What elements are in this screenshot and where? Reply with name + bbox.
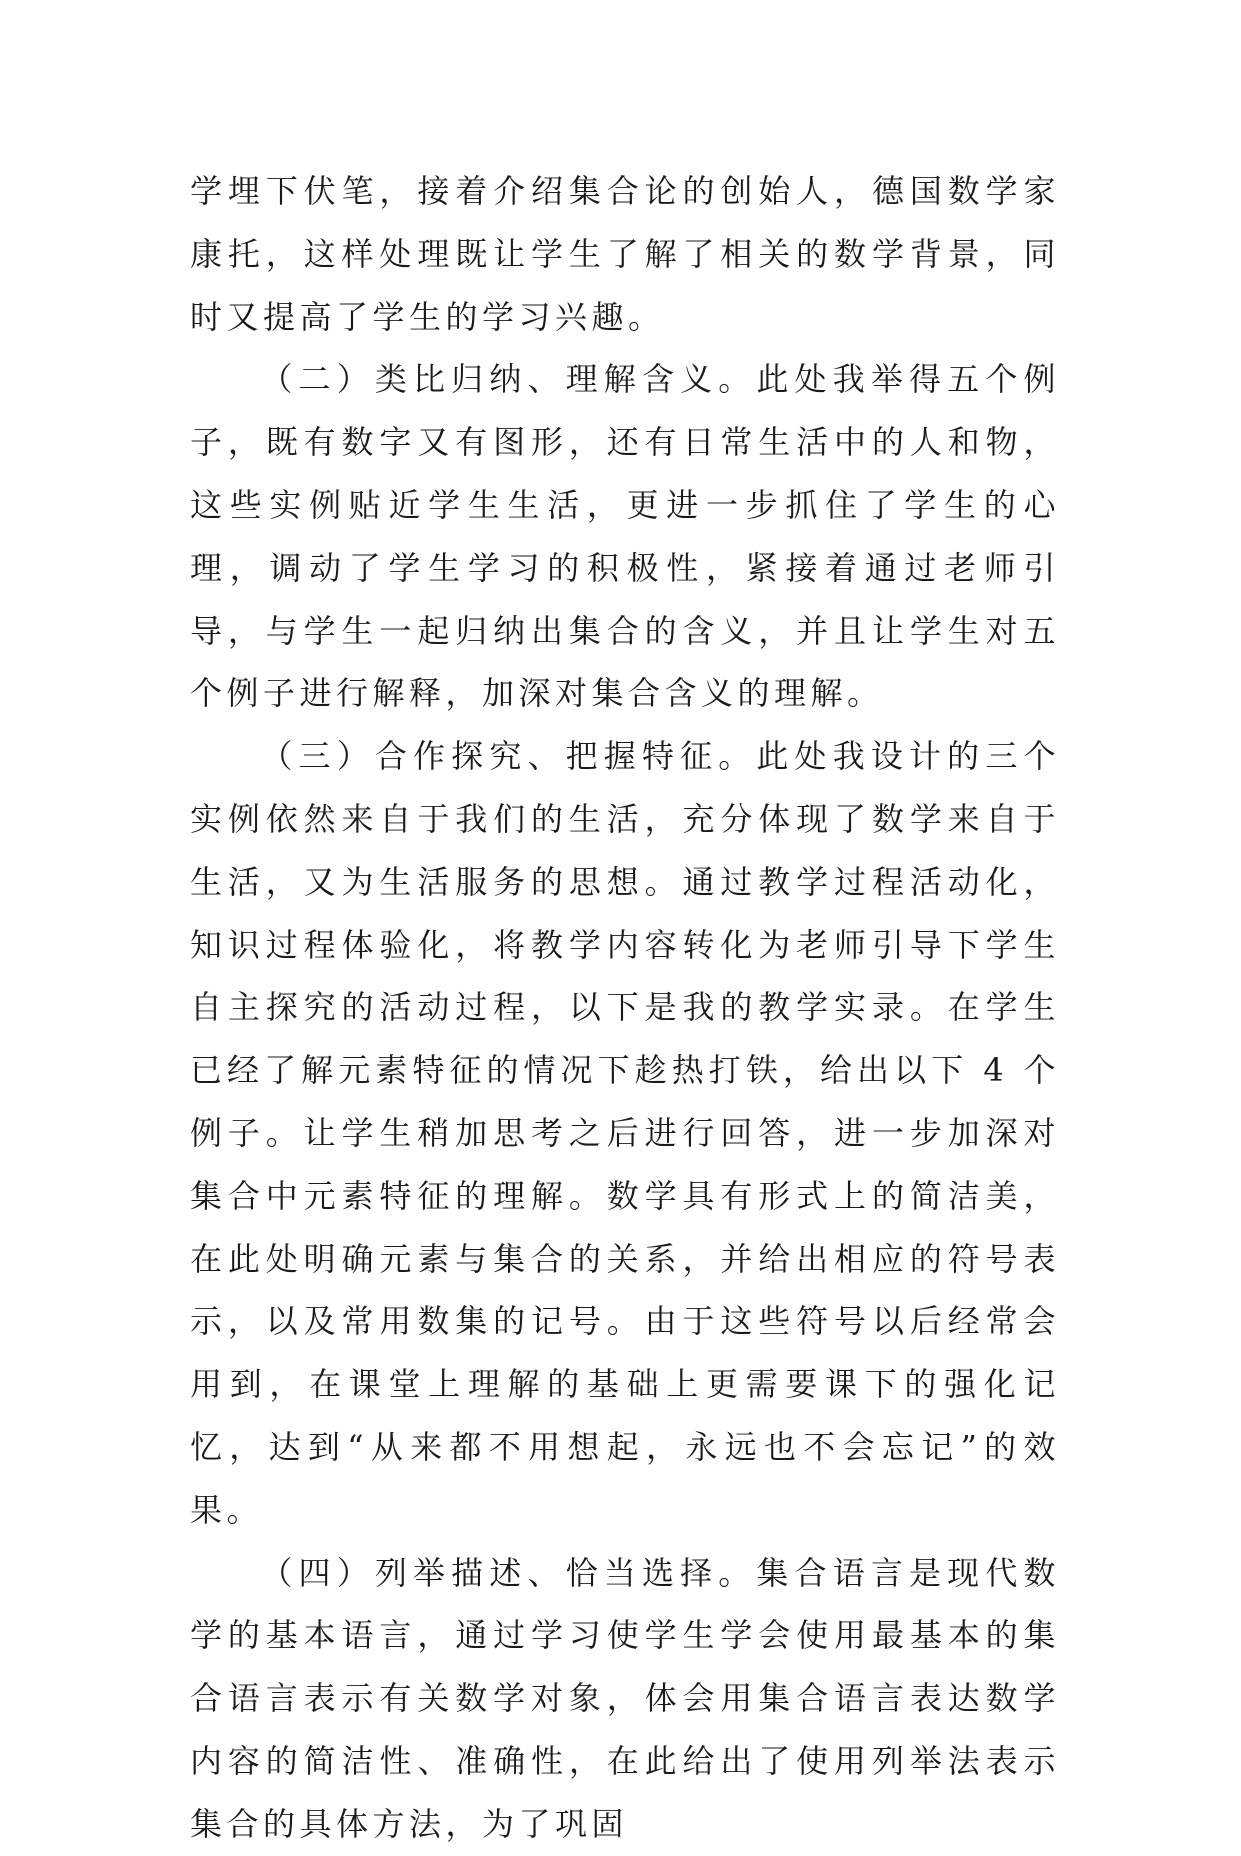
- paragraph-continuation: 学埋下伏笔，接着介绍集合论的创始人，德国数学家康托，这样处理既让学生了解了相关的数学背景，同时又提高了学生的学习兴趣。: [190, 172, 1060, 336]
- body-text: [190, 160, 1060, 1856]
- paragraph-analogy-induction: （二）类比归纳、理解含义。此处我举得五个例子，既有数字又有图形，还有日常生活中的人和物，这些实例贴近学生生活，更进一步抓住了学生的心理，调动了学生学习的积极性，紧接着通过老师引导，与学生一起归纳出集合的含义，并且让学生对五个例子进行解释，加深对集合含义的理解。: [190, 360, 1060, 713]
- paragraph-cooperative-inquiry: （三）合作探究、把握特征。此处我设计的三个实例依然来自于我们的生活，充分体现了数学来自于生活，又为生活服务的思想。通过教学过程活动化，知识过程体验化，将教学内容转化为老师引导下学生自主探究的活动过程，以下是我的教学实录。在学生已经了解元素特征的情况下趁热打铁，给出以下 4 个例子。让学生稍加思考之后进行回答，进一步加深对集合中元素特征的理解。数学具有形式上的简洁美，在此处明确元素与集合的关系，并给出相应的符号表示，以及常用数集的记号。由于这些符号以后经常会用到，在课堂上理解的基础上更需要课下的强化记忆，达到“从来都不用想起，永远也不会忘记”的效果。: [190, 737, 1060, 1529]
- paragraph-enumeration: （四）列举描述、恰当选择。集合语言是现代数学的基本语言，通过学习使学生学会使用最基本的集合语言表示有关数学对象，体会用集合语言表达数学内容的简洁性、准确性，在此给出了使用列举法表示集合的具体方法，为了巩固: [190, 1553, 1060, 1843]
